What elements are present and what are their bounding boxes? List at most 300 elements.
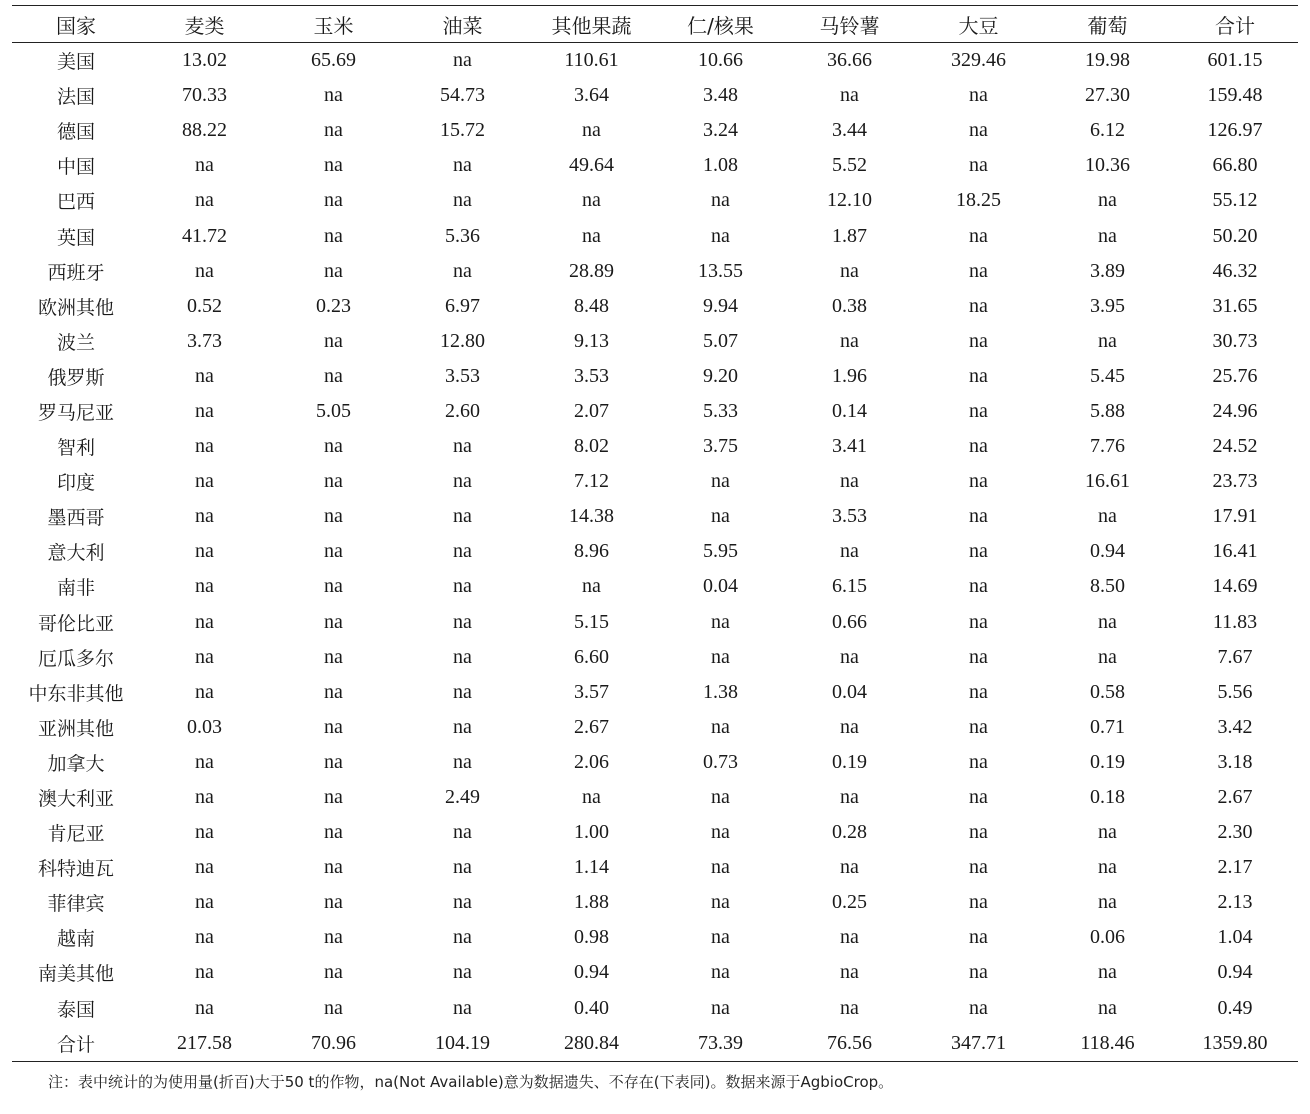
value-cell: na [324, 329, 343, 352]
value-cell: 7.76 [1090, 435, 1125, 458]
value-cell: na [1098, 961, 1117, 984]
value-cell: na [1098, 505, 1117, 528]
value-cell: na [195, 189, 214, 212]
value-cell: 3.57 [574, 680, 609, 703]
value-cell: 1.38 [703, 680, 738, 703]
table-row [12, 920, 1298, 955]
value-cell: na [1098, 224, 1117, 247]
value-cell: na [969, 364, 988, 387]
value-cell: na [324, 84, 343, 107]
value-cell: 5.33 [703, 399, 738, 422]
value-cell: na [195, 891, 214, 914]
value-cell: na [969, 224, 988, 247]
value-cell: na [453, 891, 472, 914]
value-cell: 9.13 [574, 329, 609, 352]
value-cell: na [840, 470, 859, 493]
value-cell: 49.64 [569, 154, 614, 177]
country-cell: 智利 [56, 437, 95, 460]
value-cell: na [969, 154, 988, 177]
value-cell: na [711, 505, 730, 528]
value-cell: na [969, 470, 988, 493]
value-cell: na [195, 540, 214, 563]
value-cell: 3.41 [832, 435, 867, 458]
table-row [12, 675, 1298, 710]
value-cell: 5.88 [1090, 399, 1125, 422]
value-cell: na [453, 961, 472, 984]
table-row [12, 710, 1298, 745]
value-cell: 0.73 [703, 750, 738, 773]
country-cell: 巴西 [56, 191, 95, 214]
country-cell: 俄罗斯 [47, 366, 105, 389]
column-header: 玉米 [313, 13, 354, 38]
value-cell: na [969, 786, 988, 809]
value-cell: na [324, 680, 343, 703]
country-cell: 西班牙 [47, 261, 105, 284]
value-cell: na [1098, 996, 1117, 1019]
table-row [12, 955, 1298, 990]
value-cell: 0.66 [832, 610, 867, 633]
country-cell: 中东非其他 [28, 682, 124, 705]
country-cell: 南非 [56, 577, 95, 600]
value-cell: na [324, 435, 343, 458]
value-cell: na [195, 610, 214, 633]
table-row [12, 745, 1298, 780]
value-cell: na [453, 996, 472, 1019]
value-cell: na [195, 435, 214, 458]
value-cell: 12.80 [440, 329, 485, 352]
value-cell: 70.96 [311, 1031, 356, 1054]
value-cell: 0.04 [832, 680, 867, 703]
column-header: 合计 [1215, 13, 1255, 38]
table-row [12, 605, 1298, 640]
value-cell: na [969, 119, 988, 142]
value-cell: na [969, 329, 988, 352]
value-cell: na [840, 996, 859, 1019]
table-row [12, 43, 1298, 79]
value-cell: na [195, 750, 214, 773]
value-cell: na [195, 645, 214, 668]
value-cell: 280.84 [564, 1031, 619, 1054]
table-row [12, 850, 1298, 885]
value-cell: na [1098, 891, 1117, 914]
value-cell: 16.41 [1212, 540, 1258, 563]
value-cell: 2.17 [1217, 856, 1253, 879]
value-cell: na [324, 364, 343, 387]
country-cell: 印度 [56, 472, 95, 495]
value-cell: na [324, 470, 343, 493]
value-cell: na [711, 610, 730, 633]
value-cell: 3.89 [1090, 259, 1125, 282]
value-cell: 0.94 [1090, 540, 1125, 563]
value-cell: na [582, 575, 601, 598]
table-header [12, 6, 1298, 43]
value-cell: na [711, 891, 730, 914]
value-cell: 28.89 [569, 259, 614, 282]
value-cell: na [324, 926, 343, 949]
value-cell: na [1098, 645, 1117, 668]
value-cell: na [1098, 189, 1117, 212]
column-header: 马铃薯 [819, 13, 880, 38]
table-row [12, 324, 1298, 359]
value-cell: na [324, 715, 343, 738]
table-row [12, 569, 1298, 604]
value-cell: 70.33 [182, 84, 227, 107]
value-cell: 3.73 [187, 329, 222, 352]
value-cell: 3.95 [1090, 294, 1125, 317]
value-cell: na [582, 189, 601, 212]
value-cell: 126.97 [1207, 119, 1263, 142]
value-cell: 7.67 [1217, 645, 1253, 668]
value-cell: 66.80 [1212, 154, 1258, 177]
value-cell: na [840, 259, 859, 282]
value-cell: 2.67 [574, 715, 609, 738]
country-cell: 菲律宾 [47, 893, 105, 916]
value-cell: 1.00 [574, 821, 609, 844]
value-cell: 3.44 [832, 119, 867, 142]
value-cell: 13.02 [182, 49, 227, 72]
column-header: 油菜 [442, 13, 483, 38]
table-row [12, 183, 1298, 218]
value-cell: 5.07 [703, 329, 738, 352]
header-row [12, 6, 1298, 43]
value-cell: 118.46 [1080, 1031, 1135, 1054]
value-cell: na [453, 505, 472, 528]
value-cell: na [711, 224, 730, 247]
value-cell: na [1098, 610, 1117, 633]
value-cell: na [711, 996, 730, 1019]
value-cell: 23.73 [1212, 470, 1258, 493]
value-cell: na [453, 154, 472, 177]
value-cell: na [324, 996, 343, 1019]
value-cell: na [582, 224, 601, 247]
country-cell: 南美其他 [37, 963, 114, 986]
value-cell: na [840, 540, 859, 563]
value-cell: 36.66 [827, 49, 872, 72]
value-cell: 5.15 [574, 610, 609, 633]
table-row [12, 429, 1298, 464]
column-header: 大豆 [958, 13, 999, 38]
value-cell: na [324, 154, 343, 177]
value-cell: na [453, 715, 472, 738]
value-cell: 6.15 [832, 575, 867, 598]
value-cell: 0.49 [1217, 996, 1253, 1019]
value-cell: 5.56 [1217, 680, 1253, 703]
table-row [12, 289, 1298, 324]
table-row [12, 640, 1298, 675]
value-cell: na [324, 610, 343, 633]
value-cell: na [453, 856, 472, 879]
value-cell: 6.12 [1090, 119, 1125, 142]
country-cell: 哥伦比亚 [37, 612, 114, 635]
value-cell: 8.96 [574, 540, 609, 563]
value-cell: na [969, 961, 988, 984]
value-cell: na [324, 891, 343, 914]
value-cell: 6.60 [574, 645, 609, 668]
table-row [12, 991, 1298, 1026]
table-row [12, 218, 1298, 253]
table-row [12, 464, 1298, 499]
value-cell: 18.25 [956, 189, 1001, 212]
value-cell: na [969, 645, 988, 668]
value-cell: na [195, 680, 214, 703]
value-cell: 15.72 [440, 119, 485, 142]
value-cell: na [969, 996, 988, 1019]
value-cell: na [324, 786, 343, 809]
value-cell: 1359.80 [1202, 1031, 1268, 1054]
value-cell: na [453, 821, 472, 844]
table-row [12, 815, 1298, 850]
value-cell: na [711, 189, 730, 212]
value-cell: 3.53 [574, 364, 609, 387]
country-cell: 英国 [56, 226, 95, 249]
value-cell: na [324, 505, 343, 528]
country-cell: 厄瓜多尔 [37, 647, 114, 670]
table-body [12, 43, 1298, 1062]
value-cell: 0.25 [832, 891, 867, 914]
value-cell: 16.61 [1085, 470, 1130, 493]
table-row [12, 254, 1298, 289]
value-cell: na [969, 750, 988, 773]
value-cell: 11.83 [1212, 610, 1258, 633]
value-cell: 110.61 [564, 49, 619, 72]
value-cell: 7.12 [574, 470, 609, 493]
value-cell: 2.06 [574, 750, 609, 773]
value-cell: na [711, 856, 730, 879]
value-cell: na [453, 435, 472, 458]
value-cell: 2.60 [445, 399, 480, 422]
value-cell: 9.20 [703, 364, 738, 387]
value-cell: na [195, 786, 214, 809]
value-cell: na [969, 856, 988, 879]
value-cell: na [453, 49, 472, 72]
value-cell: na [969, 84, 988, 107]
value-cell: 601.15 [1207, 49, 1263, 72]
value-cell: na [711, 645, 730, 668]
value-cell: na [324, 961, 343, 984]
table-row [12, 113, 1298, 148]
value-cell: na [195, 961, 214, 984]
value-cell: 41.72 [182, 224, 227, 247]
value-cell: na [195, 926, 214, 949]
value-cell: na [453, 680, 472, 703]
country-cell: 意大利 [47, 542, 105, 565]
value-cell: na [840, 84, 859, 107]
value-cell: 3.42 [1217, 715, 1253, 738]
value-cell: 13.55 [698, 259, 743, 282]
value-cell: 10.66 [698, 49, 743, 72]
country-cell: 澳大利亚 [37, 788, 114, 811]
value-cell: na [711, 470, 730, 493]
value-cell: na [840, 926, 859, 949]
value-cell: 3.48 [703, 84, 738, 107]
value-cell: 19.98 [1085, 49, 1130, 72]
country-cell: 德国 [56, 121, 95, 144]
value-cell: na [453, 540, 472, 563]
value-cell: 5.95 [703, 540, 738, 563]
value-cell: 0.52 [187, 294, 222, 317]
value-cell: 2.30 [1217, 821, 1253, 844]
total-row [12, 1026, 1298, 1062]
country-cell: 加拿大 [47, 752, 105, 775]
value-cell: 8.50 [1090, 575, 1125, 598]
value-cell: 5.36 [445, 224, 480, 247]
value-cell: na [453, 610, 472, 633]
value-cell: 0.03 [187, 715, 222, 738]
value-cell: na [195, 856, 214, 879]
value-cell: na [453, 750, 472, 773]
value-cell: 73.39 [698, 1031, 743, 1054]
value-cell: 54.73 [440, 84, 485, 107]
country-cell: 肯尼亚 [47, 823, 105, 846]
value-cell: 12.10 [827, 189, 872, 212]
value-cell: 27.30 [1085, 84, 1130, 107]
value-cell: 1.96 [832, 364, 867, 387]
country-cell: 合计 [56, 1033, 95, 1056]
value-cell: 159.48 [1207, 84, 1263, 107]
value-cell: na [969, 399, 988, 422]
table-row [12, 534, 1298, 569]
value-cell: 0.38 [832, 294, 867, 317]
value-cell: 329.46 [951, 49, 1006, 72]
value-cell: na [969, 575, 988, 598]
value-cell: 46.32 [1212, 259, 1258, 282]
value-cell: 0.58 [1090, 680, 1125, 703]
table-row [12, 148, 1298, 183]
country-cell: 科特迪瓦 [37, 858, 114, 881]
value-cell: 88.22 [182, 119, 227, 142]
value-cell: na [195, 364, 214, 387]
value-cell: 1.87 [832, 224, 867, 247]
value-cell: na [969, 821, 988, 844]
value-cell: 217.58 [177, 1031, 232, 1054]
value-cell: 3.53 [445, 364, 480, 387]
value-cell: na [711, 821, 730, 844]
table-row [12, 78, 1298, 113]
value-cell: na [840, 786, 859, 809]
value-cell: na [969, 715, 988, 738]
country-cell: 罗马尼亚 [37, 401, 114, 424]
column-header-country: 国家 [56, 13, 96, 38]
value-cell: 0.94 [1217, 961, 1253, 984]
country-cell: 越南 [56, 928, 95, 951]
table-row [12, 359, 1298, 394]
country-cell: 美国 [56, 51, 95, 74]
value-cell: na [324, 821, 343, 844]
value-cell: 0.94 [574, 961, 609, 984]
value-cell: 30.73 [1212, 329, 1258, 352]
value-cell: 2.49 [445, 786, 480, 809]
value-cell: na [324, 259, 343, 282]
data-table-container [12, 5, 1298, 1062]
table-row [12, 499, 1298, 534]
value-cell: 76.56 [827, 1031, 872, 1054]
value-cell: na [840, 856, 859, 879]
value-cell: na [195, 996, 214, 1019]
value-cell: na [711, 715, 730, 738]
value-cell: na [969, 680, 988, 703]
value-cell: 0.28 [832, 821, 867, 844]
value-cell: na [324, 645, 343, 668]
value-cell: 347.71 [951, 1031, 1006, 1054]
country-cell: 泰国 [56, 998, 95, 1021]
value-cell: 9.94 [703, 294, 738, 317]
country-cell: 欧洲其他 [37, 296, 114, 319]
value-cell: na [195, 505, 214, 528]
value-cell: 1.14 [574, 856, 609, 879]
value-cell: 1.88 [574, 891, 609, 914]
table-row [12, 394, 1298, 429]
value-cell: na [324, 540, 343, 563]
value-cell: na [324, 119, 343, 142]
value-cell: na [840, 645, 859, 668]
value-cell: 10.36 [1085, 154, 1130, 177]
value-cell: na [969, 435, 988, 458]
value-cell: 0.14 [832, 399, 867, 422]
value-cell: na [969, 610, 988, 633]
value-cell: 0.04 [703, 575, 738, 598]
country-cell: 法国 [56, 86, 95, 109]
value-cell: 5.45 [1090, 364, 1125, 387]
value-cell: na [195, 470, 214, 493]
value-cell: na [324, 189, 343, 212]
value-cell: 3.18 [1217, 750, 1253, 773]
value-cell: na [711, 926, 730, 949]
value-cell: na [324, 575, 343, 598]
column-header: 葡萄 [1087, 13, 1128, 38]
country-cell: 波兰 [56, 331, 95, 354]
value-cell: 24.96 [1212, 399, 1258, 422]
value-cell: na [840, 961, 859, 984]
value-cell: na [840, 329, 859, 352]
value-cell: na [1098, 821, 1117, 844]
country-cell: 墨西哥 [47, 507, 105, 530]
table-row [12, 885, 1298, 920]
value-cell: 8.02 [574, 435, 609, 458]
value-cell: 3.75 [703, 435, 738, 458]
pesticide-usage-table [12, 5, 1298, 1062]
value-cell: na [324, 224, 343, 247]
value-cell: 2.67 [1217, 786, 1253, 809]
value-cell: 3.64 [574, 84, 609, 107]
value-cell: 0.23 [316, 294, 351, 317]
value-cell: na [453, 645, 472, 668]
value-cell: 25.76 [1212, 364, 1258, 387]
table-footnote: 注：表中统计的为使用量(折百)大于50 t的作物，na(Not Available)意为数据遗失、不存在(下表同)。数据来源于AgbioCrop。 [48, 1073, 894, 1091]
value-cell: na [1098, 329, 1117, 352]
value-cell: na [840, 715, 859, 738]
value-cell: 0.06 [1090, 926, 1125, 949]
value-cell: na [711, 961, 730, 984]
value-cell: na [969, 294, 988, 317]
value-cell: 0.98 [574, 926, 609, 949]
value-cell: 14.38 [569, 505, 614, 528]
value-cell: na [324, 856, 343, 879]
table-row [12, 780, 1298, 815]
column-header: 其他果蔬 [551, 13, 632, 38]
value-cell: na [324, 750, 343, 773]
country-cell: 亚洲其他 [37, 717, 114, 740]
value-cell: na [1098, 856, 1117, 879]
value-cell: na [195, 575, 214, 598]
value-cell: 1.08 [703, 154, 738, 177]
value-cell: 0.19 [1090, 750, 1125, 773]
value-cell: 50.20 [1212, 224, 1258, 247]
value-cell: 17.91 [1212, 505, 1258, 528]
value-cell: 0.71 [1090, 715, 1125, 738]
value-cell: 5.52 [832, 154, 867, 177]
value-cell: na [582, 119, 601, 142]
country-cell: 中国 [56, 156, 95, 179]
